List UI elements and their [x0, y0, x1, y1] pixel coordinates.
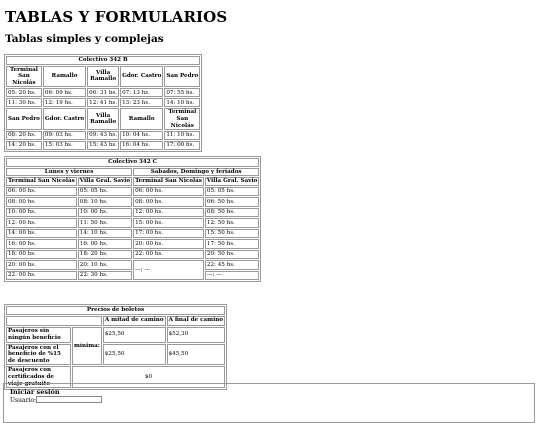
table-cell: 09: 43 hs. — [89, 132, 118, 139]
table-cell: 06: 00 hs. — [133, 187, 204, 197]
table-cell: 17: 50 hs. — [205, 239, 259, 249]
table-row — [6, 88, 200, 97]
table-colectivo-342b — [4, 54, 202, 152]
table-cell: 07: 55 hs. — [164, 88, 200, 97]
table-row — [6, 344, 225, 366]
table-cell: 05: 05 hs. — [205, 187, 259, 197]
table-precios-boletos — [4, 304, 227, 390]
table-cell: 17: 00 hs. — [164, 141, 200, 150]
column-header: A mitad de camino — [103, 316, 166, 326]
column-header: Terminal San Nicolás — [135, 178, 202, 185]
table-cell: 20: 00 hs. — [6, 260, 77, 270]
column-header: Terminal San Nicolás — [6, 66, 42, 88]
table-cell: 12: 00 hs. — [6, 218, 77, 228]
table-cell: $25,50 — [103, 344, 166, 366]
table-cell: 11: 30 hs. — [6, 98, 42, 107]
table-cell: $0 — [72, 366, 225, 388]
table-cell: 12: 50 hs. — [205, 218, 259, 228]
column-header: San Pedro — [6, 108, 42, 130]
row-header: Pasajeros con certificados de viaje gratuito — [6, 366, 71, 388]
table-cell: 10: 04 hs. — [120, 131, 163, 140]
table-cell: 06: 09 hs. — [43, 88, 86, 97]
table-cell: $25,50 — [103, 327, 166, 343]
column-header: Gdor. Castro — [43, 108, 86, 130]
table-caption: Colectivo 342 B — [6, 56, 200, 65]
table-cell: 08: 50 hs. — [205, 208, 259, 218]
table-row — [6, 218, 259, 228]
page-title: TABLAS Y FORMULARIOS — [5, 8, 228, 26]
table-row — [6, 239, 259, 249]
table-cell: 07: 13 hs. — [120, 88, 163, 97]
table-cell: 17: 00 hs. — [133, 229, 204, 239]
table-row — [6, 131, 200, 140]
table-cell: ---; --- — [205, 271, 259, 281]
table-cell: $52,30 — [167, 327, 225, 343]
page-subtitle: Tablas simples y complejas — [5, 33, 164, 45]
table-cell: 08: 20 hs. — [6, 131, 42, 140]
table-row — [6, 197, 259, 207]
table-cell: 14: 10 hs. — [78, 229, 132, 239]
table-row — [6, 250, 259, 260]
table-cell-empty — [6, 316, 102, 326]
table-cell: 12: 41 hs. — [89, 99, 118, 106]
table-cell: 20: 10 hs. — [78, 260, 132, 270]
table-row — [6, 141, 200, 150]
login-fieldset — [3, 383, 535, 423]
table-cell: 06: 00 hs. — [6, 187, 77, 197]
table-cell: 08: 00 hs. — [133, 197, 204, 207]
table-cell: 10: 00 hs. — [6, 208, 77, 218]
table-row — [6, 327, 225, 343]
table-cell: 20: 00 hs. — [133, 239, 204, 249]
table-cell: 16: 00 hs. — [78, 239, 132, 249]
column-header: Villa Gral. Savio — [206, 178, 258, 185]
table-cell: 12: 19 hs. — [43, 98, 86, 107]
table-cell: 11: 50 hs. — [78, 218, 132, 228]
table-cell: 15: 03 hs. — [43, 141, 86, 150]
column-header: Villa Ramallo — [87, 108, 119, 130]
table-cell: 20: 50 hs. — [205, 250, 259, 260]
group-header-weekday: Lunes y viernes — [6, 168, 132, 177]
table-caption: Precios de boletos — [6, 306, 225, 315]
table-row — [6, 260, 259, 270]
table-cell-merged: ---; --- — [133, 260, 204, 280]
table-cell: 12: 00 hs. — [133, 208, 204, 218]
table-cell: 18: 20 hs. — [78, 250, 132, 260]
table-colectivo-342c — [4, 156, 261, 282]
table-cell: 13: 23 hs. — [120, 98, 163, 107]
row-header-minima: mínima: — [72, 327, 102, 366]
column-header: Terminal San Nicolás — [164, 108, 200, 130]
table-row — [6, 187, 259, 197]
group-header-weekend: Sabados, Domingo y feriados — [133, 168, 259, 177]
table-cell: 22: 00 hs. — [6, 271, 77, 281]
column-header: Terminal San Nicolás — [8, 178, 75, 185]
column-header: Villa Gral. Savio — [79, 178, 131, 185]
table-cell: 08: 10 hs. — [78, 197, 132, 207]
table-row — [6, 229, 259, 239]
table-cell: 06: 31 hs. — [89, 89, 118, 96]
table-cell: 22: 00 hs. — [133, 250, 204, 260]
column-header: Gdor. Castro — [120, 66, 163, 88]
table-row — [6, 98, 200, 107]
column-header: A final de camino — [167, 316, 225, 326]
table-cell: 15: 50 hs. — [205, 229, 259, 239]
table-cell: 16: 04 hs. — [120, 141, 163, 150]
column-header: San Pedro — [164, 66, 200, 88]
table-cell: 08: 00 hs. — [6, 197, 77, 207]
table-cell: 09: 03 hs. — [43, 131, 86, 140]
table-cell: $45,50 — [167, 344, 225, 366]
table-cell: 10: 00 hs. — [78, 208, 132, 218]
login-title: Iniciar sesión — [10, 388, 60, 396]
table-caption: Colectivo 342 C — [6, 158, 259, 167]
table-cell: 14: 20 hs. — [6, 141, 42, 150]
table-cell: 05: 05 hs. — [78, 187, 132, 197]
table-cell: 14: 00 hs. — [6, 229, 77, 239]
table-cell: 18: 00 hs. — [6, 250, 77, 260]
table-cell: 22: 45 hs. — [205, 260, 259, 270]
table-cell: 15: 00 hs. — [133, 218, 204, 228]
row-header: Pasajeros con el beneficio de %15 de descuento — [6, 344, 71, 366]
username-label: Usuario: — [10, 397, 36, 404]
table-cell: 11: 10 hs. — [164, 131, 200, 140]
column-header: Villa Ramallo — [87, 66, 119, 88]
column-header: Ramallo — [120, 108, 163, 130]
table-cell: 15: 43 hs. — [89, 142, 118, 149]
row-header: Pasajeros sin ningún beneficio — [6, 327, 71, 343]
table-cell: 05: 20 hs. — [6, 88, 42, 97]
column-header: Ramallo — [43, 66, 86, 88]
table-cell: 14: 10 hs. — [164, 98, 200, 107]
table-cell: 06: 50 hs. — [205, 197, 259, 207]
table-cell: 16: 00 hs. — [6, 239, 77, 249]
table-cell: 22: 30 hs. — [78, 271, 132, 281]
username-input[interactable] — [36, 396, 102, 403]
table-row — [6, 208, 259, 218]
